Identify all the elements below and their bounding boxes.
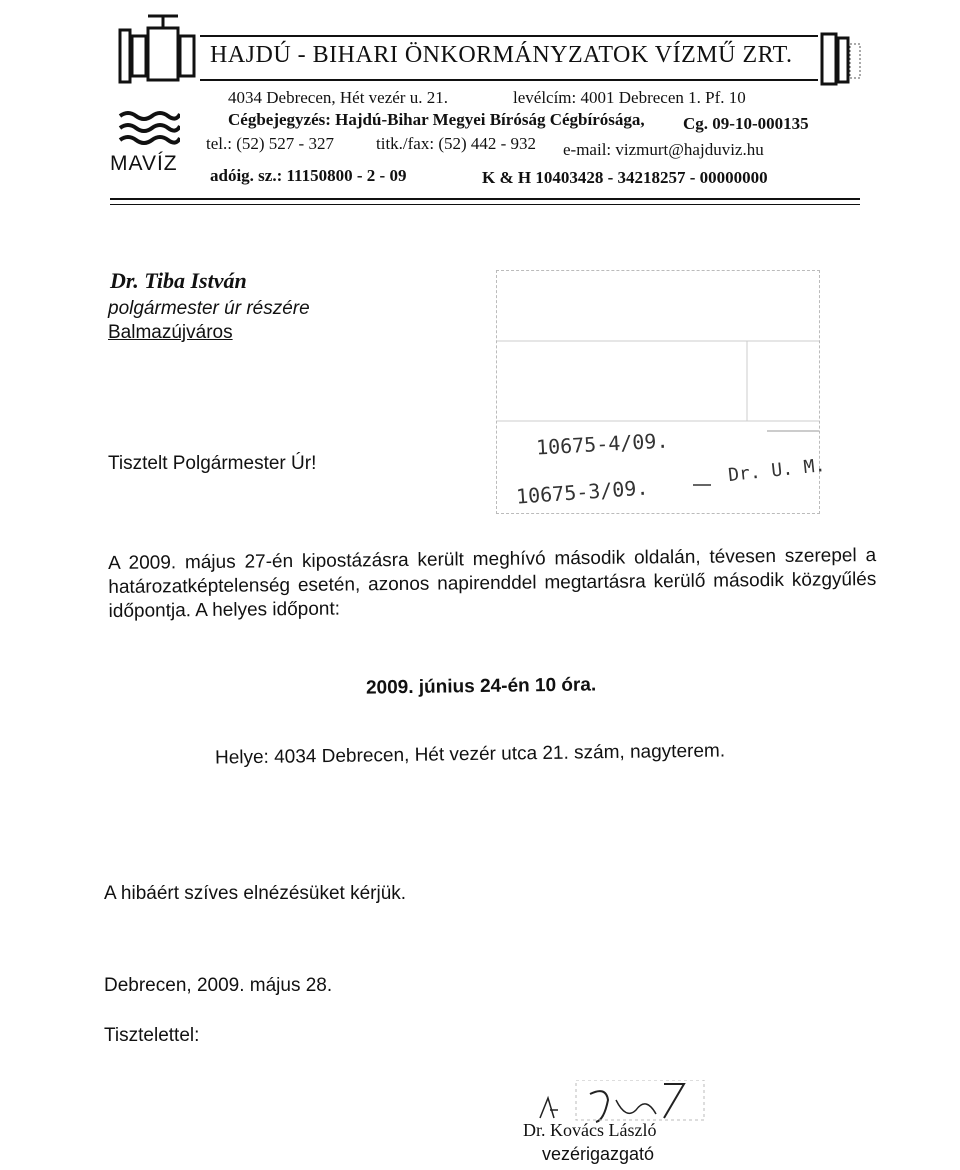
bank-account: K & H 10403428 - 34218257 - 00000000: [482, 168, 768, 187]
fax: titk./fax: (52) 442 - 932: [376, 134, 537, 153]
venue: Helye: 4034 Debrecen, Hét vezér utca 21. szám, nagyterem.: [214, 740, 726, 769]
handwritten-initials: Dr. U. M.: [727, 454, 827, 487]
address: 4034 Debrecen, Hét vezér u. 21.: [228, 88, 448, 107]
logo-text: MAVÍZ: [110, 152, 178, 175]
header-rule: [110, 198, 860, 200]
header-rule-thin: [110, 204, 860, 205]
closing: Tisztelettel:: [104, 1025, 200, 1046]
recipient-name: Dr. Tiba István: [110, 268, 247, 293]
handwritten-reg-number-1: 10675-4/09.: [535, 428, 669, 460]
phone: tel.: (52) 527 - 327: [206, 134, 334, 153]
company-name: HAJDÚ - BIHARI ÖNKORMÁNYZATOK VÍZMŰ ZRT.: [210, 42, 793, 68]
registry-number: Cg. 09-10-000135: [683, 114, 809, 133]
signer-name: Dr. Kovács László: [523, 1120, 657, 1140]
letter-body: A 2009. május 27-én kipostázásra került meghívó második oldalán, tévesen szerepel a határozatképtelenség esetén, azonos napirenddel megtartásra kerülő második közgyűlés időpontja. A helyes időpont:: [108, 544, 877, 622]
email: e-mail: vizmurt@hajduviz.hu: [563, 140, 764, 159]
recipient-city: Balmazújváros: [108, 322, 233, 343]
registry: Cégbejegyzés: Hajdú-Bihar Megyei Bíróság Cégbírósága,: [228, 110, 645, 129]
pipe-end-icon: [820, 30, 864, 90]
apology: A hibáért szíves elnézésüket kérjük.: [104, 883, 407, 904]
mail-address: levélcím: 4001 Debrecen 1. Pf. 10: [513, 88, 746, 107]
tax-id: adóig. sz.: 11150800 - 2 - 09: [210, 166, 407, 185]
water-waves-icon: [118, 108, 180, 152]
recipient-role: polgármester úr részére: [108, 298, 310, 319]
handwritten-reg-number-2: 10675-3/09.: [515, 475, 650, 509]
valve-logo-icon: [118, 14, 208, 86]
signature-scribble: [536, 1080, 706, 1124]
place-and-date: Debrecen, 2009. május 28.: [104, 975, 333, 996]
correct-date: 2009. június 24-én 10 óra.: [365, 674, 597, 699]
signer-title: vezérigazgató: [542, 1144, 655, 1164]
salutation: Tisztelt Polgármester Úr!: [108, 453, 317, 474]
